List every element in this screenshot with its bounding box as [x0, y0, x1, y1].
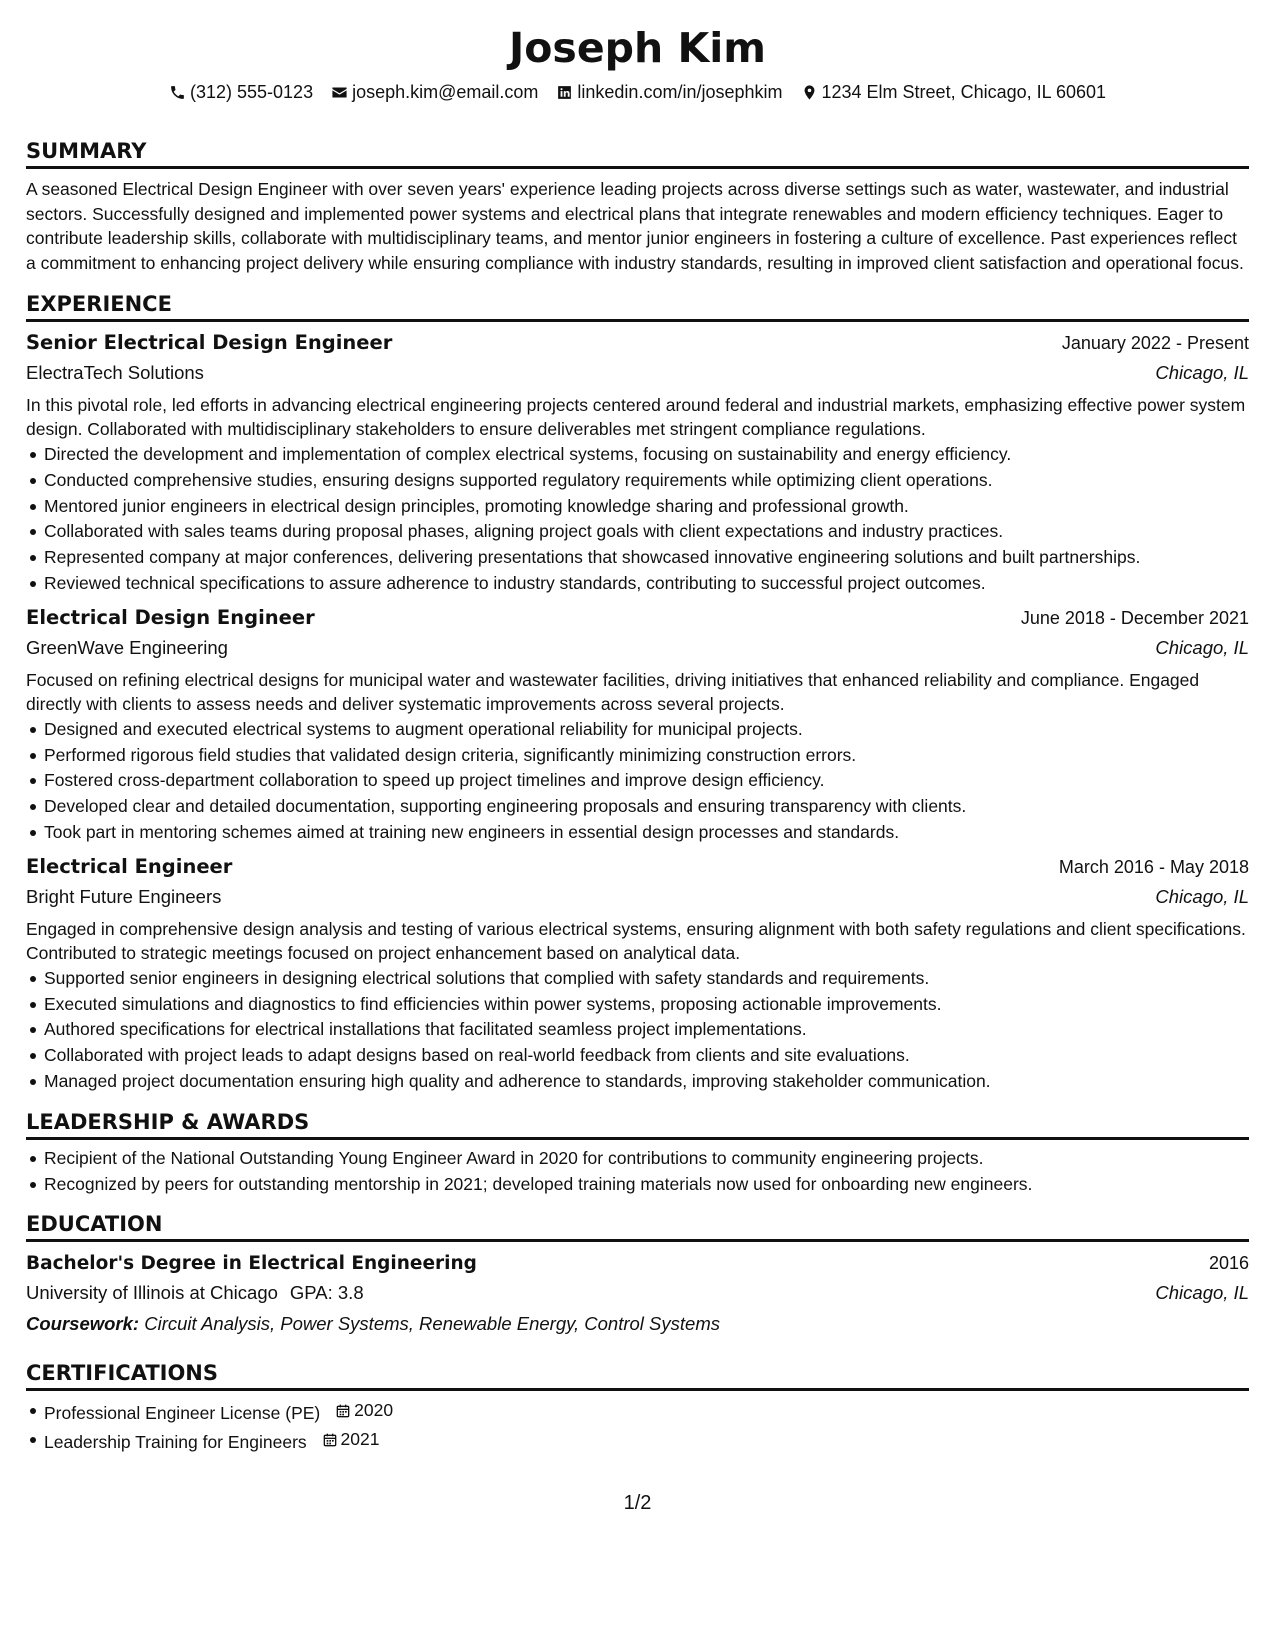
job-company: Bright Future Engineers [26, 885, 222, 907]
cert-year: 2020 [354, 1400, 394, 1421]
certifications-list [26, 1398, 1249, 1455]
experience-heading: EXPERIENCE [26, 291, 1249, 322]
certifications-heading: CERTIFICATIONS [26, 1360, 1249, 1391]
graduation-year: 2016 [1208, 1253, 1249, 1274]
school-line [26, 1278, 364, 1308]
summary-section [26, 138, 1249, 275]
education-heading: EDUCATION [26, 1211, 1249, 1242]
job-entry [26, 328, 1249, 597]
coursework-list: Circuit Analysis, Power Systems, Renewable Energy, Control Systems [144, 1313, 720, 1335]
job-title: Electrical Design Engineer [26, 605, 315, 629]
leadership-heading: LEADERSHIP & AWARDS [26, 1109, 1249, 1140]
list-item: Supported senior engineers in designing electrical solutions that complied with safety standards and requirements. [26, 966, 1249, 992]
map-pin-icon [801, 84, 818, 101]
degree-title: Bachelor's Degree in Electrical Engineering [26, 1253, 477, 1275]
job-dates: June 2018 - December 2021 [1020, 607, 1249, 628]
list-item: Collaborated with sales teams during proposal phases, aligning project goals with client expectations and industry practices. [26, 519, 1249, 545]
list-item: Developed clear and detailed documentation, supporting engineering proposals and ensuring transparency with clients. [26, 794, 1249, 820]
job-bullets [26, 717, 1249, 846]
contact-address [801, 80, 1107, 104]
job-description: Engaged in comprehensive design analysis and testing of various electrical systems, ensuring alignment with both safety regulations and client specifications. Contributed to strategic meetings focused on project enhancement based on analytical data. [26, 918, 1246, 963]
cert-date [335, 1398, 393, 1424]
list-item: Collaborated with project leads to adapt designs based on real-world feedback from clients and site evaluations. [26, 1043, 1249, 1069]
leadership-section [26, 1109, 1249, 1198]
job-company: ElectraTech Solutions [26, 362, 204, 383]
list-item [26, 1427, 1249, 1456]
coursework [26, 1310, 1249, 1338]
list-item: Designed and executed electrical systems to augment operational reliability for municipal projects. [26, 717, 1249, 743]
cert-date [322, 1427, 380, 1453]
coursework-label: Coursework: [26, 1313, 140, 1335]
job-bullets [26, 966, 1249, 1095]
summary-text: A seasoned Electrical Design Engineer with over seven years' experience leading projects across diverse settings such as water, wastewater, and industrial sectors. Successfully designed and implemented power systems and electrical plans that integrate renewables and modern efficiency techniques. Eager to contribute leadership skills, collaborate with multidisciplinary teams, and mentor junior engineers in fostering a culture of excellence. Past experiences reflect a commitment to enhancing project delivery while ensuring compliance with industry standards, resulting in improved client satisfaction and operational focus. [26, 179, 1244, 273]
job-title: Electrical Engineer [26, 854, 233, 878]
list-item: Directed the development and implementation of complex electrical systems, focusing on sustainability and energy efficiency. [26, 442, 1249, 468]
education-entry [26, 1249, 1249, 1338]
list-item: Executed simulations and diagnostics to find efficiencies within power systems, proposing actionable improvements. [26, 992, 1249, 1018]
list-item: Mentored junior engineers in electrical design principles, promoting knowledge sharing and professional growth. [26, 494, 1249, 520]
contact-email[interactable] [331, 80, 538, 104]
candidate-name: Joseph Kim [509, 24, 766, 72]
school-location: Chicago, IL [1155, 1282, 1249, 1304]
page-number: 1/2 [623, 1492, 652, 1514]
education-section [26, 1211, 1249, 1338]
certifications-section [26, 1360, 1249, 1455]
contact-bar [26, 80, 1249, 104]
list-item: Fostered cross-department collaboration to speed up project timelines and improve design efficiency. [26, 768, 1249, 794]
list-item: Managed project documentation ensuring high quality and adherence to standards, improving stakeholder communication. [26, 1069, 1249, 1095]
address-text: 1234 Elm Street, Chicago, IL 60601 [821, 82, 1107, 102]
list-item: Performed rigorous field studies that validated design criteria, significantly minimizing construction errors. [26, 743, 1249, 769]
leadership-list [26, 1146, 1249, 1198]
job-bullets [26, 442, 1249, 597]
phone-text: (312) 555-0123 [189, 82, 314, 102]
school-name: University of Illinois at Chicago [26, 1282, 278, 1304]
job-entry [26, 852, 1249, 1095]
cert-name: Leadership Training for Engineers [44, 1431, 307, 1452]
job-title: Senior Electrical Design Engineer [26, 331, 393, 354]
cert-year: 2021 [340, 1429, 380, 1450]
list-item: Conducted comprehensive studies, ensuring designs supported regulatory requirements while optimizing client operations. [26, 468, 1249, 494]
job-dates: January 2022 - Present [1061, 333, 1249, 353]
job-location: Chicago, IL [1155, 636, 1249, 658]
contact-phone[interactable] [169, 80, 313, 104]
list-item: Represented company at major conferences, delivering presentations that showcased innovative engineering solutions and built partnerships. [26, 545, 1249, 571]
experience-section [26, 291, 1249, 1095]
job-company: GreenWave Engineering [26, 636, 228, 658]
phone-icon [169, 84, 186, 101]
job-entry [26, 603, 1249, 846]
job-description: In this pivotal role, led efforts in advancing electrical engineering projects centered around federal and industrial markets, emphasizing effective power system design. Collaborated with multidisciplinary stakeholders to ensure deliverables met stringent compliance regulations. [26, 395, 1246, 439]
list-item: Recognized by peers for outstanding mentorship in 2021; developed training materials now used for onboarding new engineers. [26, 1172, 1249, 1198]
list-item: Authored specifications for electrical installations that facilitated seamless project implementations. [26, 1017, 1249, 1043]
list-item: Reviewed technical specifications to assure adherence to industry standards, contributing to successful project outcomes. [26, 571, 1249, 597]
job-location: Chicago, IL [1155, 362, 1249, 383]
job-description: Focused on refining electrical designs for municipal water and wastewater facilities, driving initiatives that enhanced reliability and compliance. Engaged directly with clients to assess needs and deliver systematic improvements across several projects. [26, 669, 1200, 714]
calendar-icon [335, 1403, 351, 1419]
job-dates: March 2016 - May 2018 [1058, 856, 1249, 877]
list-item [26, 1398, 1249, 1427]
linkedin-icon [556, 84, 573, 101]
gpa: GPA: 3.8 [289, 1282, 364, 1304]
linkedin-text: linkedin.com/in/josephkim [577, 82, 783, 102]
list-item: Took part in mentoring schemes aimed at training new engineers in essential design processes and standards. [26, 820, 1249, 846]
email-text: joseph.kim@email.com [352, 82, 539, 102]
calendar-icon [322, 1432, 338, 1448]
contact-linkedin[interactable] [556, 80, 782, 104]
envelope-icon [331, 84, 348, 101]
list-item: Recipient of the National Outstanding Young Engineer Award in 2020 for contributions to community engineering projects. [26, 1146, 1249, 1172]
job-location: Chicago, IL [1155, 885, 1249, 907]
summary-heading: SUMMARY [26, 138, 1249, 169]
cert-name: Professional Engineer License (PE) [44, 1403, 321, 1424]
